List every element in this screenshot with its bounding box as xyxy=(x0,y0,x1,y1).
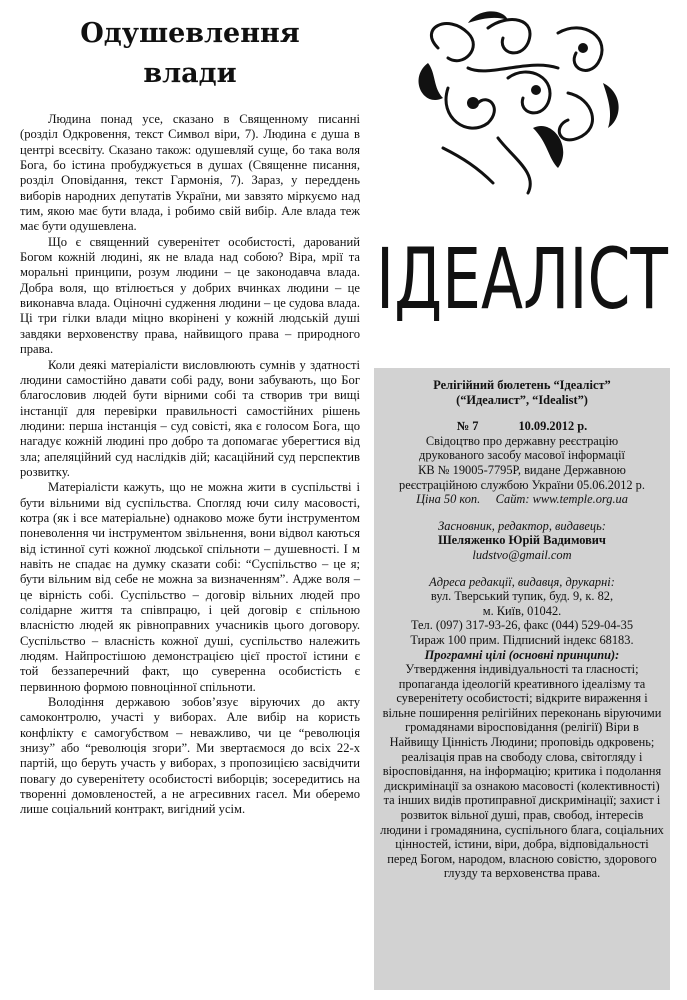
program-label: Програмні цілі (основні принципи): xyxy=(424,647,620,662)
issue-number: № 7 xyxy=(456,419,479,434)
paragraph: Людина понад усе, сказано в Священному писанні (розділ Одкровення, текст Символ віри, 7). Людина є душа в центрі всесвіту. Сказано також: одушевляй суще, бо така воля Бога, бо істина пробуджується в душах (Священне писання, розділ Оповідання, текст Гармонія, 7). Зараз, у переддень виборів народних депутатів України, ми завзято міркуємо над тим, якою має бути влада, і робимо свій вибір. Але влада теж має бути одушевлена. xyxy=(20,112,360,234)
bulletin-title: Релігійний бюлетень “Ідеаліст” xyxy=(433,378,611,392)
masthead-column xyxy=(368,0,680,1000)
phone-fax: Тел. (097) 317-93-26, факс (044) 529-04-35 xyxy=(410,618,634,633)
circulation-index: Тираж 100 прим. Підписний індекс 68183. xyxy=(410,632,634,647)
registration-line: КВ № 19005-7795Р, видане Державною xyxy=(418,462,626,477)
founder-name: Шеляженко Юрій Вадимович xyxy=(438,533,606,548)
publication-info-box xyxy=(374,368,670,990)
masthead-logo-wordmark xyxy=(372,222,672,322)
article-column xyxy=(20,14,360,818)
address-label: Адреса редакції, видавця, друкарні: xyxy=(429,574,615,589)
article-body xyxy=(20,112,360,818)
ornament-logo-icon xyxy=(408,8,628,198)
registration-line: реєстраційною службою України 05.06.2012 р. xyxy=(399,477,645,492)
address-line: вул. Тверський тупик, буд. 9, к. 82, xyxy=(430,589,614,604)
paragraph: Що є священний суверенітет особистості, дарований Богом кожній людині, як не влада над собою? Віра, мрії та моральні принципи, розум людини – це законодавча влада. Добра воля, що втілюється у добрих вчинках людини – це виконавча влада. Оціночні судження людини – це судова влада. Ці три гілки влади міцно вкорінені у кожній людській душі завдяки верховенству права, найвищого права – природного права. xyxy=(20,234,360,357)
article-title-line1: Одушевлення xyxy=(80,18,300,49)
paragraph: Коли деякі матеріалісти висловлюють сумнів у здатності людини самостійно давати собі раду, вони забувають, що Бог благословив людей бути вірними собі та створив три вищі інстанції для перевірки правильності самостійних рішень людини: перша інстанція – суд совісті, яка є голосом Бога, що нагадує кожній людині про добро та допомагає уберегтися від зла; апеляційний суд наслідків дій; касаційний суд перспектив розвитку. xyxy=(20,357,360,479)
registration-line: друкованого засобу масової інформації xyxy=(419,448,625,463)
paragraph: Матеріалісти кажуть, що не можна жити в суспільстві і бути вільними від суспільства. Спогляд ючи силу масовості, котра (як і все матеріальне) однаково може бути інструментом поневолення чи інструментом звільнення, вони відвол каються від істинної суті кожної людської спільноти – душевності. І м навіть не спадає на думку сказати собі: “Суспільство – це я; бути вільним від себе не можна за визначенням”. Адже воля – це вірність собі. Суспільство – договір вільних людей про солідарне життя та співпрацю, і цей договір є спільною власністю людей як рівноправних учасників цього договору. Суспільство – власність кожної душі, суспільство належить людям. Найпростішою демонстрацією цієї простої істини є той беззаперечний факт, що суверенна особистість є первинною формою повноцінної спільноти. xyxy=(20,480,360,694)
registration-line: Свідоцтво про державну реєстрацію xyxy=(425,433,619,448)
article-title xyxy=(20,14,360,94)
address-line: м. Київ, 01042. xyxy=(482,603,562,618)
article-title-line2: влади xyxy=(143,58,237,89)
price-and-site: Ціна 50 коп. Сайт: www.temple.org.ua xyxy=(416,492,628,507)
issue-row xyxy=(380,419,664,434)
paragraph: Володіння державою зобов’язує віруючих до акту самоконтролю, участі у виборах. Але вибір на користь конфлікту є самогубством – неважливо, чи це “революція знизу” або “революція згори”. Ми звертаємося до всіх 22-х партій, що беруть участь у виборах, з пропозицією засвідчити повагу до суверенітету особистості виборців; зосередитись на творенні домовленостей, а не агресивних гасел. Ми оберемо лише соціальний контракт, вигідний усім. xyxy=(20,695,360,817)
program-text: Утвердження індивідуальності та гласності; пропаганда ідеологій креативного ідеалізму та суверенітету особистості; відкрите вираження і вільне поширення релігійних переконань віруючими громадянами віросповідання (релігії) Віри в Найвищу Цінність Людини; проповідь одкровень; реалізація прав на свободу слова, світогляду і віросповідання, на інформацію; критика і подолання дискримінації за ознакою масовості (колективності) та інших видів протиправної дискримінації; захист і розвиток вільної душі, прав, свобод, інтересів людини і громадянина, суспільного блага, соціальних цінностей, істини, віри, добра, відповідальності перед Богом, народом, власною совістю, здорового глузду та верховенства права. xyxy=(380,662,664,881)
logo-word: ІДЕАЛІСТ xyxy=(376,230,669,322)
issue-date: 10.09.2012 р. xyxy=(518,419,588,434)
bulletin-alt-names: (“Идеалист”, “Idealist”) xyxy=(456,392,588,407)
founder-label: Засновник, редактор, видавець: xyxy=(438,518,606,533)
founder-email: ludstvo@gmail.com xyxy=(472,547,572,562)
